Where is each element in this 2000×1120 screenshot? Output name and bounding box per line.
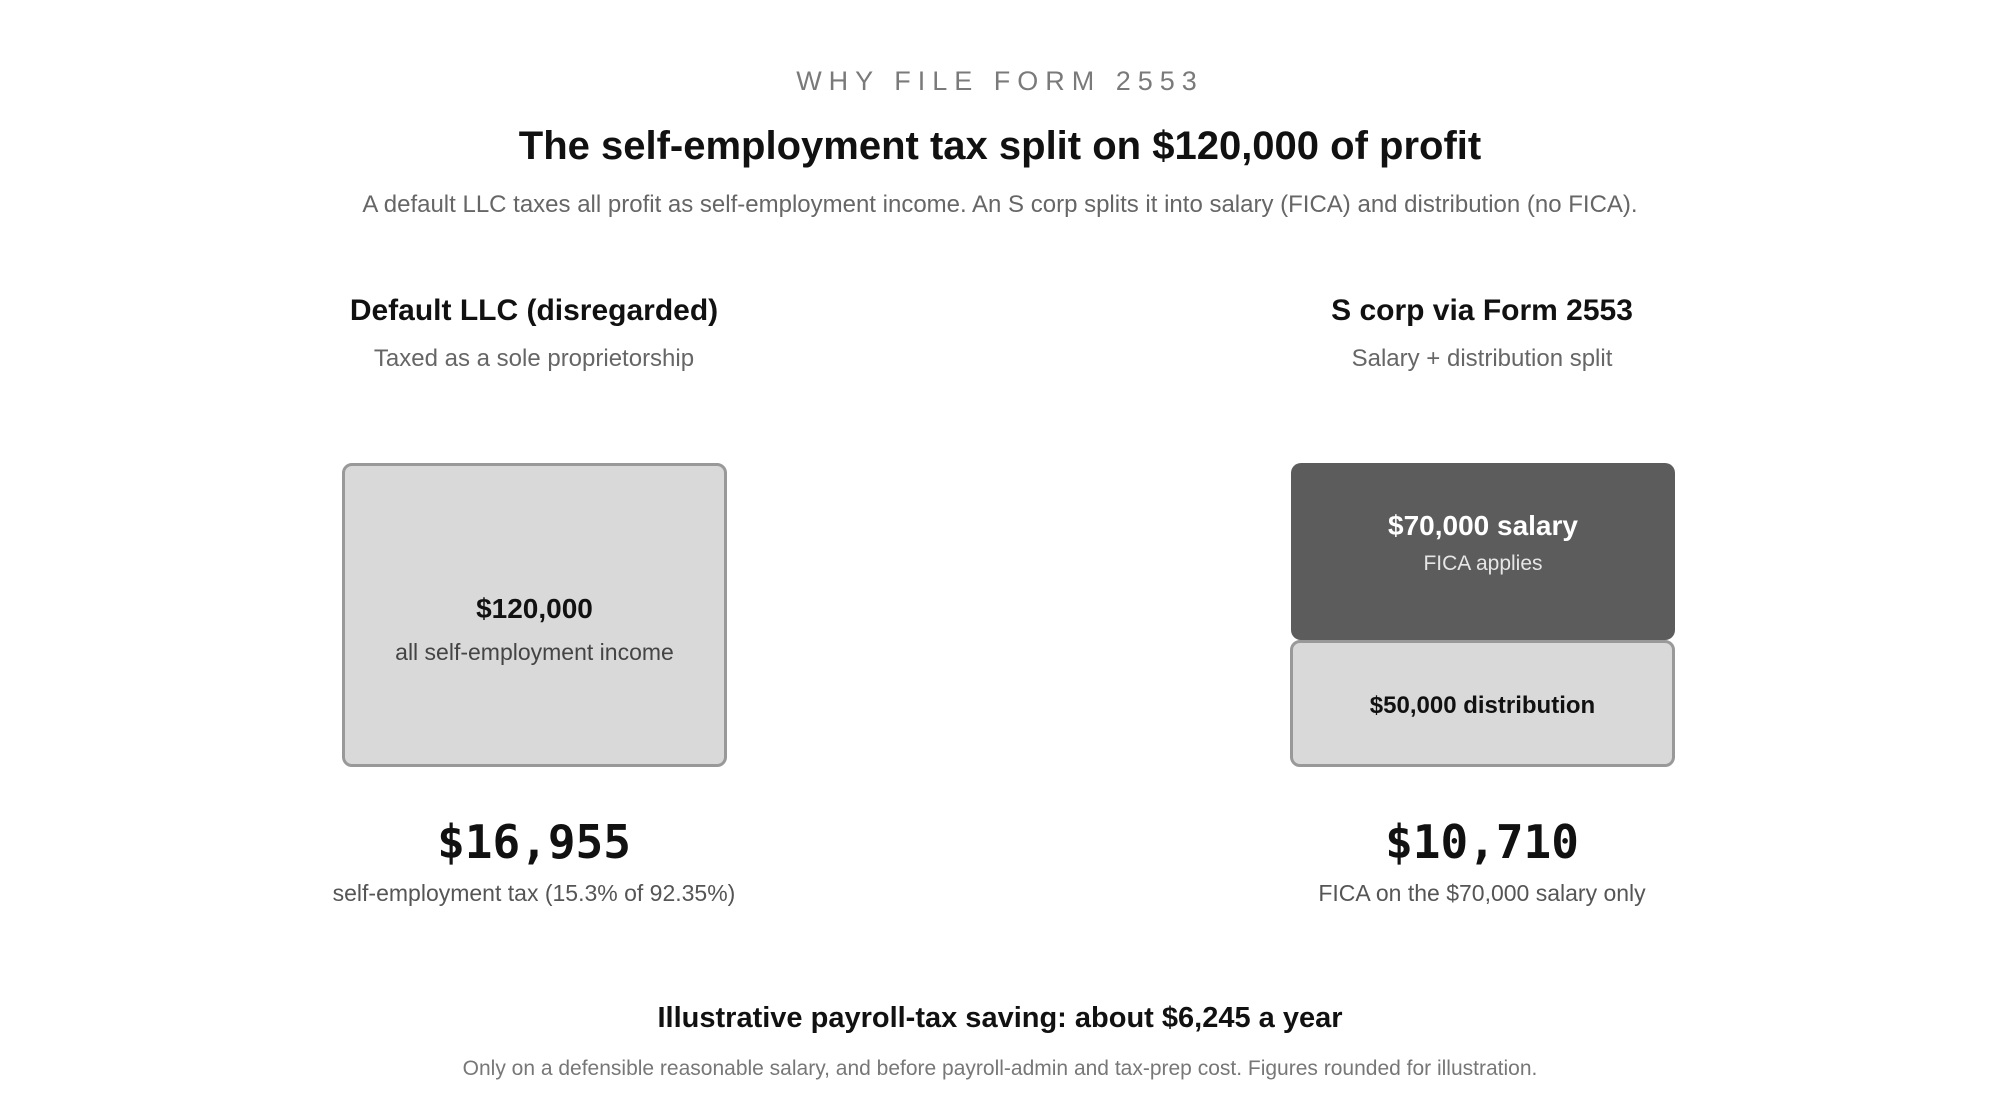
scorp-salary-label: $70,000 salary <box>1388 509 1578 541</box>
llc-tax-note: self-employment tax (15.3% of 92.35%) <box>332 880 736 906</box>
eyebrow: WHY FILE FORM 2553 <box>796 66 1204 96</box>
saving-disclaimer: Only on a defensible reasonable salary, and before payroll-admin and tax-prep cost. Figures rounded for illustration. <box>462 1057 1538 1080</box>
page-title: The self-employment tax split on $120,000 of profit <box>518 124 1482 168</box>
scorp-distribution-label: $50,000 distribution <box>1369 691 1596 719</box>
llc-income-amount: $120,000 <box>476 592 593 624</box>
llc-subtitle: Taxed as a sole proprietorship <box>373 345 695 372</box>
llc-tax-amount: $16,955 <box>437 815 631 869</box>
scorp-tax-note: FICA on the $70,000 salary only <box>1318 880 1646 906</box>
llc-income-note: all self-employment income <box>395 638 674 665</box>
scorp-salary-note: FICA applies <box>1423 551 1543 575</box>
scorp-subtitle: Salary + distribution split <box>1351 345 1613 372</box>
llc-title: Default LLC (disregarded) <box>349 294 719 327</box>
scorp-tax-amount: $10,710 <box>1385 815 1579 869</box>
saving-summary: Illustrative payroll-tax saving: about $6,245 a year <box>657 1002 1343 1034</box>
page-subtitle: A default LLC taxes all profit as self-employment income. An S corp splits it into salary (FICA) and distribution (no FICA). <box>362 191 1638 218</box>
scorp-salary-box <box>1291 463 1675 640</box>
scorp-title: S corp via Form 2553 <box>1331 294 1633 327</box>
llc-income-box <box>342 463 727 767</box>
scorp-distribution-box <box>1290 640 1675 767</box>
